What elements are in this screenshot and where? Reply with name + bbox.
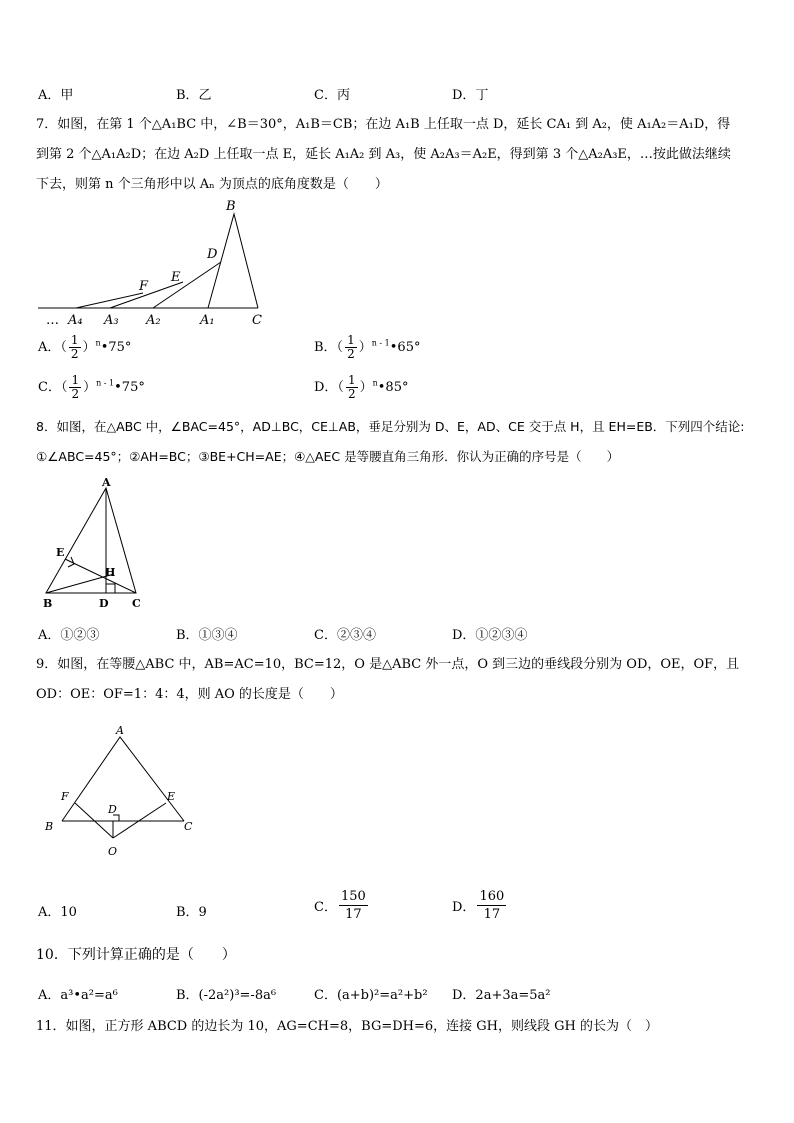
q10-option-b: B．(-2a²)³=-8a⁶ bbox=[176, 988, 277, 1003]
q7-stem-line2: 到第 2 个△A₁A₂D；在边 A₂D 上任取一点 E，延长 A₁A₂ 到 A₃，使 A₂A₃＝A₂E，得到第 3 个△A₂A₃E，…按此做法继续 bbox=[36, 147, 731, 162]
q7-option-d-fraction: $\frac{1}{2}$ bbox=[347, 373, 356, 401]
q9-option-c: C． $\frac{150}{17}$ bbox=[314, 889, 366, 922]
q9-figure bbox=[40, 724, 210, 864]
q8-stem-line1: 8．如图，在△ABC 中，∠BAC=45°，AD⊥BC，CE⊥AB，垂足分别为 D、E，AD、CE 交于点 H，且 EH=EB．下列四个结论: bbox=[36, 419, 745, 434]
q9-option-d: D． $\frac{160}{17}$ bbox=[452, 889, 505, 922]
q9-option-b: B．9 bbox=[176, 905, 207, 920]
q7-label-a1: A₁ bbox=[200, 313, 215, 328]
q9-label-d: D bbox=[108, 803, 117, 816]
q9-stem-line1: 9．如图，在等腰△ABC 中，AB=AC=10，BC=12，O 是△ABC 外一点，O 到三边的垂线段分别为 OD，OE，OF，且 bbox=[36, 657, 740, 672]
q9-label-o: O bbox=[108, 845, 118, 858]
q7-label-b: B bbox=[226, 199, 236, 214]
q10-option-c: C．(a+b)²=a²+b² bbox=[314, 988, 428, 1003]
q7-label-a2: A₂ bbox=[146, 313, 161, 328]
q8-option-d: D．①②③④ bbox=[452, 628, 528, 643]
q10-option-a: A．a³•a²=a⁶ bbox=[38, 988, 118, 1003]
q8-stem-line2: ①∠ABC=45°；②AH=BC；③BE+CH=AE；④△AEC 是等腰直角三角形．你认为正确的序号是（ ） bbox=[36, 449, 620, 464]
q7-option-b-letter: B．（ bbox=[314, 340, 344, 355]
q7-option-b: B．（ $\frac{1}{2}$ ）$^{n - 1}$•65° bbox=[314, 333, 421, 361]
q6-option-c: C．丙 bbox=[314, 88, 350, 103]
q8-label-a: A bbox=[102, 476, 111, 489]
q7-option-d: D．（ $\frac{1}{2}$ ）$^n$•85° bbox=[314, 373, 409, 401]
q6-option-a: A．甲 bbox=[38, 88, 74, 103]
q8-option-c: C．②③④ bbox=[314, 628, 376, 643]
q9-label-e: E bbox=[167, 790, 176, 803]
q7-label-f: F bbox=[139, 279, 149, 294]
q10-option-d: D．2a+3a=5a² bbox=[452, 988, 551, 1003]
q8-option-b: B．①③④ bbox=[176, 628, 238, 643]
q7-option-a-letter: A．（ bbox=[38, 340, 67, 355]
q6-option-b: B．乙 bbox=[176, 88, 212, 103]
q7-label-e: E bbox=[171, 270, 181, 285]
q7-label-d: D bbox=[207, 247, 218, 262]
q8-figure bbox=[36, 476, 156, 616]
q7-stem-line3: 下去，则第 n 个三角形中以 Aₙ 为顶点的底角度数是（ ） bbox=[36, 177, 388, 192]
q7-option-d-letter: D．（ bbox=[314, 380, 344, 395]
q7-label-a4: A₄ bbox=[68, 313, 83, 328]
q6-option-d: D．丁 bbox=[452, 88, 489, 103]
q9-option-a: A．10 bbox=[38, 905, 77, 920]
q7-option-c-letter: C．（ bbox=[38, 380, 68, 395]
q7-option-c-fraction: $\frac{1}{2}$ bbox=[71, 373, 80, 401]
q8-label-c: C bbox=[132, 597, 141, 610]
q7-option-b-fraction: $\frac{1}{2}$ bbox=[347, 333, 355, 361]
q8-option-a: A．①②③ bbox=[38, 628, 100, 643]
q7-option-a-fraction: $\frac{1}{2}$ bbox=[70, 333, 79, 361]
q10-stem: 10．下列计算正确的是（ ） bbox=[36, 947, 236, 963]
q7-label-dots: … bbox=[46, 313, 59, 328]
q7-option-c: C．（ $\frac{1}{2}$ ）$^{n - 1}$•75° bbox=[38, 373, 145, 401]
q8-label-e: E bbox=[56, 546, 65, 559]
q11-stem: 11．如图，正方形 ABCD 的边长为 10，AG=CH=8，BG=DH=6，连接 GH，则线段 GH 的长为（ ） bbox=[36, 1019, 658, 1034]
q7-figure bbox=[30, 196, 280, 331]
q8-label-h: H bbox=[105, 566, 116, 579]
q9-label-a: A bbox=[116, 724, 124, 737]
q7-label-c: C bbox=[252, 313, 262, 328]
q9-label-c: C bbox=[184, 820, 193, 833]
q9-label-b: B bbox=[45, 820, 54, 833]
q8-label-b: B bbox=[43, 597, 53, 610]
q9-stem-line2: OD：OE：OF=1：4：4，则 AO 的长度是（ ） bbox=[36, 687, 343, 702]
q9-label-f: F bbox=[61, 790, 69, 803]
q7-option-a: A．（ $\frac{1}{2}$ ）$^n$•75° bbox=[38, 333, 132, 361]
q8-label-d: D bbox=[99, 597, 109, 610]
q7-label-a3: A₃ bbox=[104, 313, 119, 328]
q7-stem-line1: 7．如图，在第 1 个△A₁BC 中，∠B＝30°，A₁B＝CB；在边 A₁B 上任取一点 D，延长 CA₁ 到 A₂，使 A₁A₂＝A₁D，得 bbox=[36, 117, 731, 132]
